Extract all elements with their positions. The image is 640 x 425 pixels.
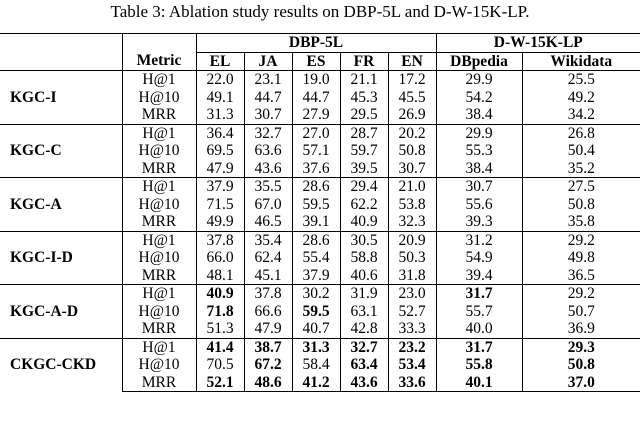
table-cell: 34.2	[522, 106, 640, 124]
table-cell: 47.9	[244, 320, 292, 338]
table-cell: 32.3	[388, 213, 436, 231]
col-header: ES	[292, 52, 340, 71]
table-cell: 50.7	[522, 303, 640, 321]
table-cell: 47.9	[196, 160, 244, 178]
table-cell: 28.6	[292, 231, 340, 249]
header-column-row	[0, 52, 640, 71]
metric-label: H@1	[122, 338, 196, 356]
table-cell: 27.9	[292, 106, 340, 124]
table-cell: 41.2	[292, 374, 340, 392]
table-cell: 43.6	[244, 160, 292, 178]
table-cell: 62.2	[340, 196, 388, 214]
table-cell: 39.4	[436, 267, 522, 285]
table-cell: 43.6	[340, 374, 388, 392]
table-cell: 26.9	[388, 106, 436, 124]
table-body	[0, 71, 640, 392]
table-cell: 70.5	[196, 356, 244, 374]
table-cell: 38.4	[436, 106, 522, 124]
table-cell: 29.9	[436, 71, 522, 89]
metric-label: H@10	[122, 356, 196, 374]
table-cell: 37.9	[196, 178, 244, 196]
table-cell: 42.8	[340, 320, 388, 338]
table-cell: 29.3	[522, 338, 640, 356]
table-cell: 35.2	[522, 160, 640, 178]
table-cell: 39.3	[436, 213, 522, 231]
table-cell: 29.2	[522, 231, 640, 249]
table-row	[0, 231, 640, 249]
table-cell: 53.4	[388, 356, 436, 374]
table-cell: 31.9	[340, 285, 388, 303]
table-cell: 21.0	[388, 178, 436, 196]
table-cell: 36.4	[196, 124, 244, 142]
table-cell: 28.6	[292, 178, 340, 196]
table-cell: 31.7	[436, 285, 522, 303]
model-name: KGC-I	[0, 71, 122, 125]
table-cell: 55.6	[436, 196, 522, 214]
table-cell: 53.8	[388, 196, 436, 214]
table-cell: 54.9	[436, 249, 522, 267]
table-cell: 51.3	[196, 320, 244, 338]
table-cell: 37.9	[292, 267, 340, 285]
metric-label: H@10	[122, 142, 196, 160]
col-header: Wikidata	[522, 52, 640, 71]
metric-label: H@10	[122, 249, 196, 267]
table-cell: 38.4	[436, 160, 522, 178]
col-header: EN	[388, 52, 436, 71]
model-name: KGC-A-D	[0, 285, 122, 339]
col-header: DBpedia	[436, 52, 522, 71]
table-cell: 66.6	[244, 303, 292, 321]
table-cell: 31.3	[292, 338, 340, 356]
table-cell: 40.7	[292, 320, 340, 338]
table-cell: 49.2	[522, 89, 640, 107]
table-cell: 30.7	[244, 106, 292, 124]
model-name: KGC-I-D	[0, 231, 122, 285]
table-cell: 50.8	[522, 356, 640, 374]
table-cell: 62.4	[244, 249, 292, 267]
table-cell: 26.8	[522, 124, 640, 142]
table-cell: 37.8	[244, 285, 292, 303]
table-cell: 71.8	[196, 303, 244, 321]
table-cell: 36.9	[522, 320, 640, 338]
table-cell: 63.1	[340, 303, 388, 321]
metric-label: MRR	[122, 106, 196, 124]
metric-label: H@1	[122, 231, 196, 249]
col-header: FR	[340, 52, 388, 71]
table-cell: 41.4	[196, 338, 244, 356]
metric-label: MRR	[122, 320, 196, 338]
col-header: EL	[196, 52, 244, 71]
table-cell: 45.1	[244, 267, 292, 285]
table-cell: 50.3	[388, 249, 436, 267]
table-cell: 21.1	[340, 71, 388, 89]
table-cell: 35.4	[244, 231, 292, 249]
table-cell: 30.7	[436, 178, 522, 196]
table-cell: 27.5	[522, 178, 640, 196]
table-cell: 27.0	[292, 124, 340, 142]
table-cell: 22.0	[196, 71, 244, 89]
table-cell: 45.3	[340, 89, 388, 107]
table-caption: Table 3: Ablation study results on DBP-5L and D-W-15K-LP.	[110, 2, 530, 21]
table-cell: 48.1	[196, 267, 244, 285]
metric-label: MRR	[122, 267, 196, 285]
table-cell: 23.2	[388, 338, 436, 356]
table-cell: 31.2	[436, 231, 522, 249]
metric-label: H@1	[122, 178, 196, 196]
table-cell: 31.7	[436, 338, 522, 356]
table-cell: 44.7	[244, 89, 292, 107]
table-cell: 40.9	[340, 213, 388, 231]
table-cell: 40.9	[196, 285, 244, 303]
table-cell: 59.5	[292, 196, 340, 214]
table-cell: 35.8	[522, 213, 640, 231]
table-cell: 37.6	[292, 160, 340, 178]
table-cell: 55.3	[436, 142, 522, 160]
metric-label: MRR	[122, 374, 196, 392]
table-cell: 32.7	[244, 124, 292, 142]
table-cell: 40.1	[436, 374, 522, 392]
table-cell: 30.2	[292, 285, 340, 303]
ablation-table	[0, 33, 640, 392]
header-group-row	[0, 34, 640, 53]
table-cell: 31.3	[196, 106, 244, 124]
table-cell: 33.3	[388, 320, 436, 338]
table-cell: 37.0	[522, 374, 640, 392]
table-cell: 36.5	[522, 267, 640, 285]
table-row	[0, 178, 640, 196]
table-cell: 59.5	[292, 303, 340, 321]
table-cell: 55.7	[436, 303, 522, 321]
table-cell: 69.5	[196, 142, 244, 160]
table-cell: 32.7	[340, 338, 388, 356]
table-cell: 25.5	[522, 71, 640, 89]
table-cell: 55.4	[292, 249, 340, 267]
table-cell: 49.9	[196, 213, 244, 231]
table-cell: 67.0	[244, 196, 292, 214]
table-cell: 29.2	[522, 285, 640, 303]
table-cell: 31.8	[388, 267, 436, 285]
col-header: JA	[244, 52, 292, 71]
table-cell: 40.6	[340, 267, 388, 285]
table-cell: 48.6	[244, 374, 292, 392]
table-cell: 29.9	[436, 124, 522, 142]
table-cell: 38.7	[244, 338, 292, 356]
table-cell: 35.5	[244, 178, 292, 196]
metric-header: Metric	[122, 52, 196, 71]
metric-label: H@1	[122, 124, 196, 142]
table-cell: 49.8	[522, 249, 640, 267]
table-cell: 71.5	[196, 196, 244, 214]
table-cell: 50.8	[522, 196, 640, 214]
table-cell: 45.5	[388, 89, 436, 107]
table-cell: 29.5	[340, 106, 388, 124]
table-cell: 39.5	[340, 160, 388, 178]
table-cell: 57.1	[292, 142, 340, 160]
table-cell: 23.1	[244, 71, 292, 89]
table-cell: 23.0	[388, 285, 436, 303]
table-row	[0, 124, 640, 142]
table-cell: 39.1	[292, 213, 340, 231]
table-cell: 52.1	[196, 374, 244, 392]
group-header-dw15klp: D-W-15K-LP	[436, 34, 640, 53]
table-row	[0, 338, 640, 356]
table-cell: 30.7	[388, 160, 436, 178]
table-cell: 17.2	[388, 71, 436, 89]
table-cell: 20.9	[388, 231, 436, 249]
table-cell: 40.0	[436, 320, 522, 338]
table-cell: 63.6	[244, 142, 292, 160]
metric-label: MRR	[122, 160, 196, 178]
table-cell: 44.7	[292, 89, 340, 107]
group-header-dbp5l: DBP-5L	[196, 34, 436, 53]
table-cell: 58.8	[340, 249, 388, 267]
table-cell: 20.2	[388, 124, 436, 142]
table-cell: 28.7	[340, 124, 388, 142]
metric-label: H@10	[122, 89, 196, 107]
table-cell: 55.8	[436, 356, 522, 374]
table-cell: 19.0	[292, 71, 340, 89]
table-cell: 67.2	[244, 356, 292, 374]
table-cell: 29.4	[340, 178, 388, 196]
table-cell: 50.8	[388, 142, 436, 160]
metric-label: MRR	[122, 213, 196, 231]
table-cell: 46.5	[244, 213, 292, 231]
metric-label: H@1	[122, 285, 196, 303]
table-cell: 66.0	[196, 249, 244, 267]
table-cell: 37.8	[196, 231, 244, 249]
table-cell: 52.7	[388, 303, 436, 321]
table-cell: 50.4	[522, 142, 640, 160]
table-cell: 33.6	[388, 374, 436, 392]
metric-label: H@10	[122, 303, 196, 321]
table-cell: 58.4	[292, 356, 340, 374]
model-name: KGC-C	[0, 124, 122, 178]
table-row	[0, 285, 640, 303]
table-cell: 63.4	[340, 356, 388, 374]
table-cell: 54.2	[436, 89, 522, 107]
model-name: CKGC-CKD	[0, 338, 122, 392]
table-row	[0, 71, 640, 89]
table-cell: 30.5	[340, 231, 388, 249]
table-cell: 49.1	[196, 89, 244, 107]
model-name: KGC-A	[0, 178, 122, 232]
metric-label: H@10	[122, 196, 196, 214]
metric-label: H@1	[122, 71, 196, 89]
table-cell: 59.7	[340, 142, 388, 160]
